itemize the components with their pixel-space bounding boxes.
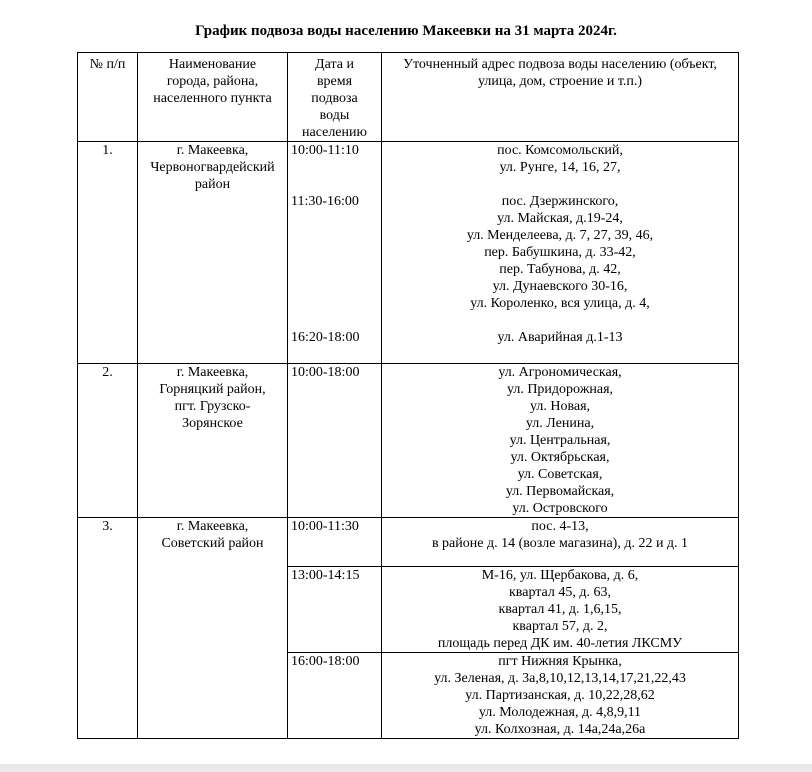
header-time: Дата и время подвоза воды населению xyxy=(288,53,382,142)
row-addresses: ул. Агрономическая, ул. Придорожная, ул. Новая, ул. Ленина, ул. Центральная, ул. Октябрьская, ул. Советская, ул. Первомайская, ул. Островского xyxy=(382,364,739,518)
row-times: 10:00-11:10 11:30-16:00 16:20-18:00 xyxy=(288,142,382,364)
document-title: График подвоза воды населению Макеевки на 31 марта 2024г. xyxy=(195,23,617,39)
row-time: 13:00-14:15 xyxy=(288,567,382,653)
header-address: Уточненный адрес подвоза воды населению (объект, улица, дом, строение и т.п.) xyxy=(382,53,739,142)
row-city: г. Макеевка, Горняцкий район, пгт. Грузско- Зорянское xyxy=(138,364,288,518)
row-number: 2. xyxy=(78,364,138,518)
page-bottom-edge xyxy=(0,764,812,772)
header-city: Наименование города, района, населенного пункта xyxy=(138,53,288,142)
row-address: пгт Нижняя Крынка, ул. Зеленая, д. 3а,8,10,12,13,14,17,21,22,43 ул. Партизанская, д. 10,22,28,62 ул. Молодежная, д. 4,8,9,11 ул. Колхозная, д. 14а,24а,26а xyxy=(382,653,739,739)
row-times: 10:00-18:00 xyxy=(288,364,382,518)
row-addresses: пос. Комсомольский, ул. Рунге, 14, 16, 27, пос. Дзержинского, ул. Майская, д.19-24, ул. Менделеева, д. 7, 27, 39, 46, пер. Бабушкина, д. 33-42, пер. Табунова, д. 42, ул. Дунаевского 30-16, ул. Короленко, вся улица, д. 4, ул. Аварийная д.1-13 xyxy=(382,142,739,364)
row-time: 16:00-18:00 xyxy=(288,653,382,739)
header-num: № п/п xyxy=(78,53,138,142)
row-number: 1. xyxy=(78,142,138,364)
row-address: пос. 4-13, в районе д. 14 (возле магазина), д. 22 и д. 1 xyxy=(382,518,739,567)
row-city: г. Макеевка, Советский район xyxy=(138,518,288,739)
table-header-row xyxy=(78,53,739,142)
row-time: 10:00-11:30 xyxy=(288,518,382,567)
water-schedule-table xyxy=(77,52,739,739)
table-row xyxy=(78,364,739,518)
row-city: г. Макеевка, Червоногвардейский район xyxy=(138,142,288,364)
table-row xyxy=(78,518,739,567)
table-row xyxy=(78,142,739,364)
row-number: 3. xyxy=(78,518,138,739)
row-address: М-16, ул. Щербакова, д. 6, квартал 45, д. 63, квартал 41, д. 1,6,15, квартал 57, д. 2, площадь перед ДК им. 40-летия ЛКСМУ xyxy=(382,567,739,653)
